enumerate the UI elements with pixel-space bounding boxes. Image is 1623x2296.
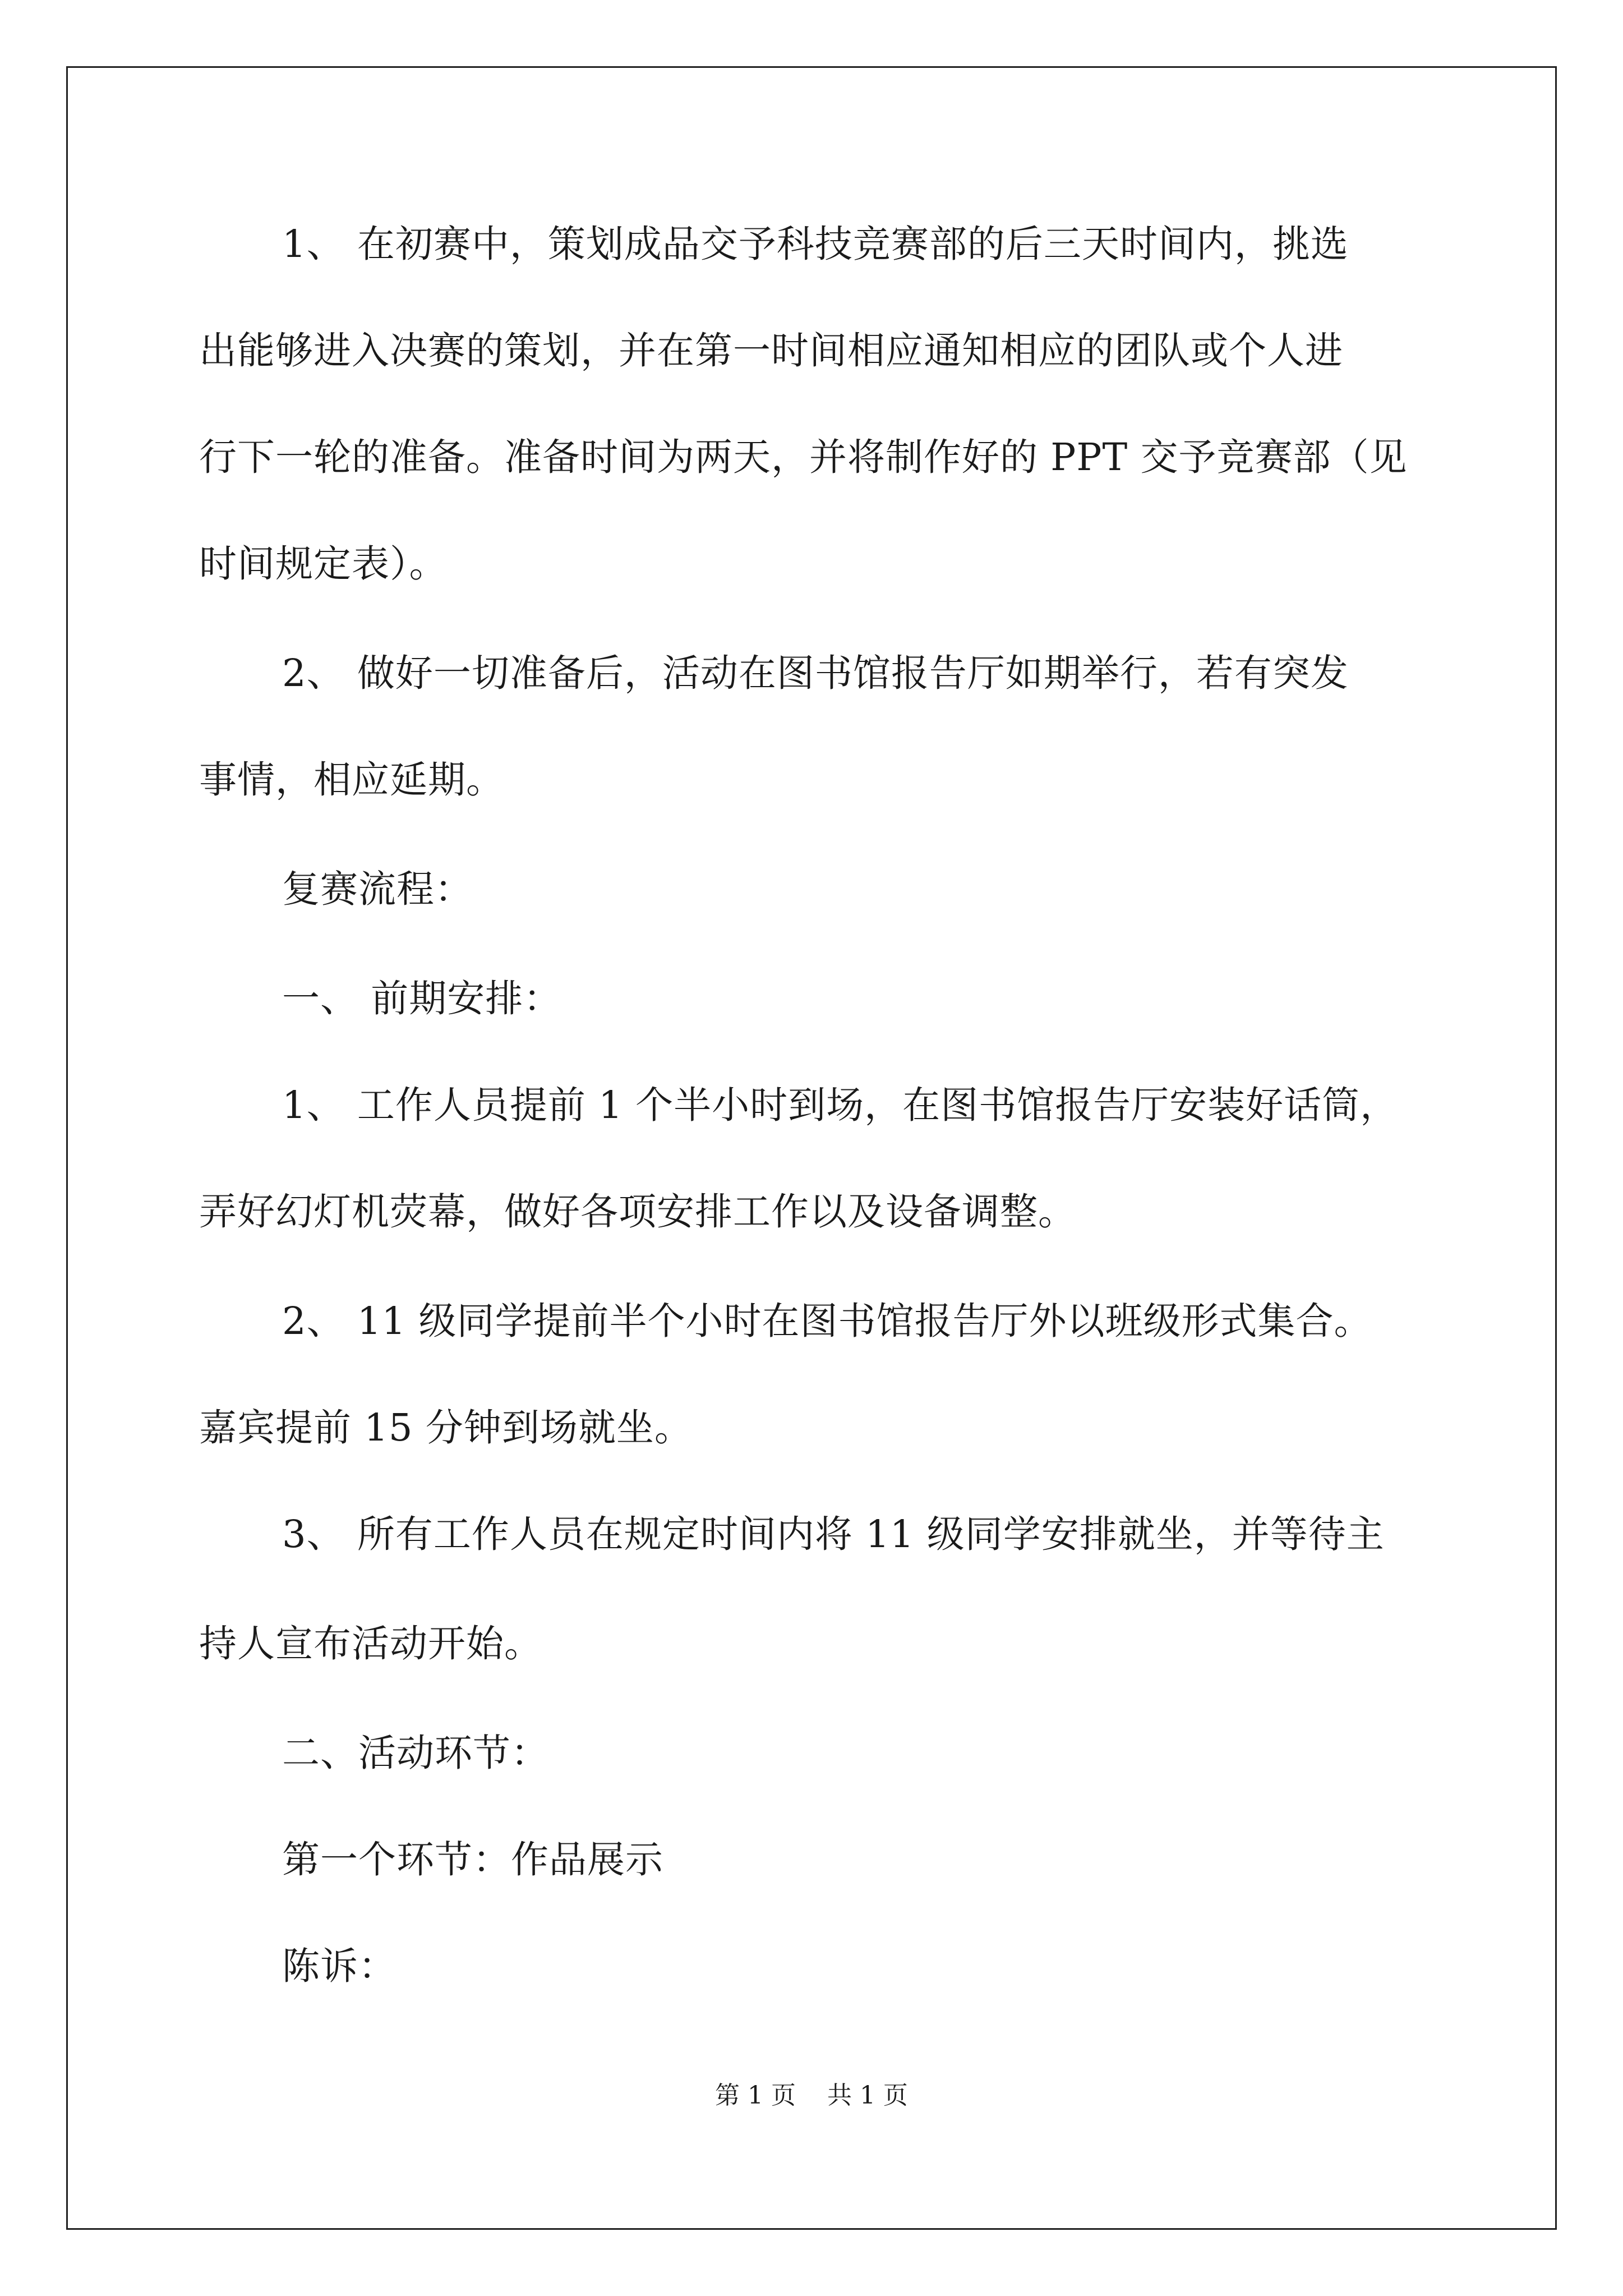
paragraph-line: 弄好幻灯机荧幕，做好各项安排工作以及设备调整。 [199,1190,1076,1234]
paragraph-line: 嘉宾提前 15 分钟到场就坐。 [199,1406,693,1450]
paragraph-line: 出能够进入决赛的策划，并在第一时间相应通知相应的团队或个人进 [199,329,1343,372]
paragraph-line: 陈诉： [282,1944,396,1988]
page-border [66,66,1557,2230]
paragraph-line: 2、 11 级同学提前半个小时在图书馆报告厅外以班级形式集合。 [282,1299,1372,1343]
page-number-footer: 第 1 页 共 1 页 [715,2081,908,2110]
paragraph-line: 1、 工作人员提前 1 个半小时到场，在图书馆报告厅安装好话筒， [282,1083,1399,1127]
paragraph-line: 3、 所有工作人员在规定时间内将 11 级同学安排就坐，并等待主 [282,1512,1385,1556]
section-heading: 一、 前期安排： [282,977,562,1020]
section-heading: 二、活动环节： [282,1731,549,1775]
paragraph-line: 持人宣布活动开始。 [199,1622,542,1665]
paragraph-line: 行下一轮的准备。准备时间为两天，并将制作好的 PPT 交予竞赛部（见 [199,435,1408,479]
paragraph-line: 时间规定表）。 [199,542,448,586]
paragraph-line: 2、 做好一切准备后，活动在图书馆报告厅如期举行，若有突发 [282,651,1349,695]
paragraph-line: 1、 在初赛中，策划成品交予科技竞赛部的后三天时间内，挑选 [282,222,1349,266]
paragraph-line: 事情，相应延期。 [199,758,504,802]
section-heading: 第一个环节：作品展示 [282,1838,663,1881]
section-heading: 复赛流程： [282,867,473,911]
